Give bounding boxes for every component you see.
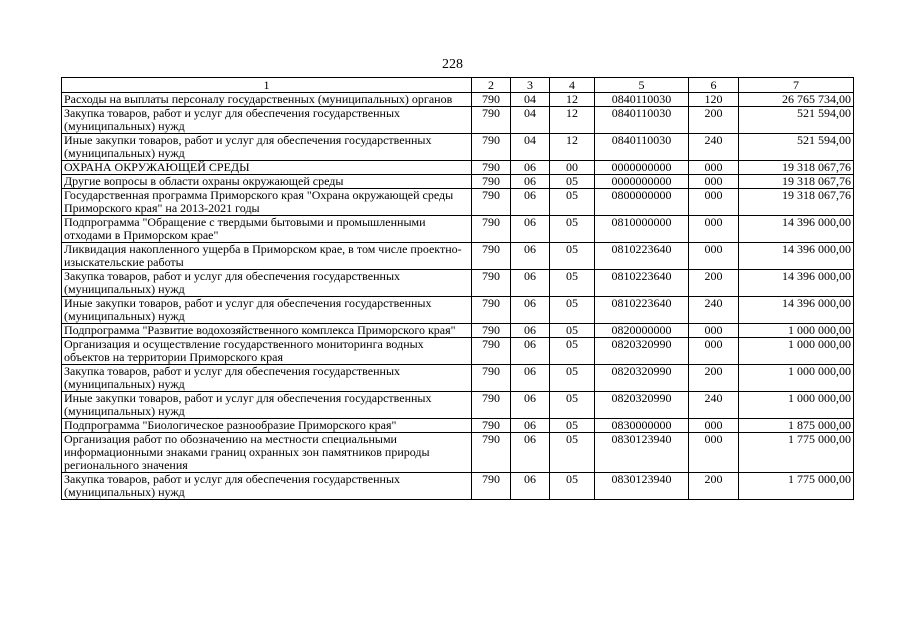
table-header	[62, 78, 854, 93]
subsection-code-cell: 12	[550, 134, 595, 161]
expense-type-cell: 000	[689, 175, 739, 189]
target-article-cell: 0840110030	[595, 107, 689, 134]
row-name-cell: Ликвидация накопленного ущерба в Приморском крае, в том числе проектно-изыскательские работы	[62, 243, 472, 270]
row-name-cell: Подпрограмма "Биологическое разнообразие Приморского края"	[62, 419, 472, 433]
amount-cell: 19 318 067,76	[739, 175, 854, 189]
column-header-ministry: 2	[472, 78, 511, 93]
subsection-code-cell: 12	[550, 107, 595, 134]
subsection-code-cell: 05	[550, 270, 595, 297]
ministry-code-cell: 790	[472, 338, 511, 365]
row-name-cell: Подпрограмма "Обращение с твердыми бытовыми и промышленными отходами в Приморском крае"	[62, 216, 472, 243]
subsection-code-cell: 05	[550, 473, 595, 500]
table-row	[62, 93, 854, 107]
section-code-cell: 06	[511, 419, 550, 433]
row-name-cell: Иные закупки товаров, работ и услуг для обеспечения государственных (муниципальных) нужд	[62, 297, 472, 324]
table-row	[62, 324, 854, 338]
section-code-cell: 06	[511, 270, 550, 297]
section-code-cell: 04	[511, 93, 550, 107]
amount-cell: 14 396 000,00	[739, 270, 854, 297]
target-article-cell: 0840110030	[595, 93, 689, 107]
section-code-cell: 06	[511, 216, 550, 243]
row-name-cell: Другие вопросы в области охраны окружающей среды	[62, 175, 472, 189]
target-article-cell: 0840110030	[595, 134, 689, 161]
ministry-code-cell: 790	[472, 270, 511, 297]
expense-type-cell: 000	[689, 338, 739, 365]
amount-cell: 14 396 000,00	[739, 243, 854, 270]
table-row	[62, 365, 854, 392]
table-row	[62, 433, 854, 473]
expense-type-cell: 200	[689, 365, 739, 392]
row-name-cell: Расходы на выплаты персоналу государственных (муниципальных) органов	[62, 93, 472, 107]
subsection-code-cell: 05	[550, 243, 595, 270]
row-name-cell: Закупка товаров, работ и услуг для обеспечения государственных (муниципальных) нужд	[62, 270, 472, 297]
section-code-cell: 06	[511, 473, 550, 500]
expense-type-cell: 000	[689, 419, 739, 433]
amount-cell: 1 775 000,00	[739, 433, 854, 473]
ministry-code-cell: 790	[472, 473, 511, 500]
amount-cell: 1 000 000,00	[739, 392, 854, 419]
target-article-cell: 0830000000	[595, 419, 689, 433]
subsection-code-cell: 05	[550, 338, 595, 365]
target-article-cell: 0810000000	[595, 216, 689, 243]
section-code-cell: 06	[511, 189, 550, 216]
target-article-cell: 0820320990	[595, 338, 689, 365]
column-header-subsection: 4	[550, 78, 595, 93]
expense-type-cell: 200	[689, 473, 739, 500]
table-row	[62, 134, 854, 161]
subsection-code-cell: 05	[550, 216, 595, 243]
row-name-cell: Закупка товаров, работ и услуг для обеспечения государственных (муниципальных) нужд	[62, 365, 472, 392]
amount-cell: 14 396 000,00	[739, 216, 854, 243]
row-name-cell: Иные закупки товаров, работ и услуг для обеспечения государственных (муниципальных) нужд	[62, 134, 472, 161]
amount-cell: 14 396 000,00	[739, 297, 854, 324]
expense-type-cell: 200	[689, 270, 739, 297]
subsection-code-cell: 05	[550, 297, 595, 324]
row-name-cell: Закупка товаров, работ и услуг для обеспечения государственных (муниципальных) нужд	[62, 473, 472, 500]
target-article-cell: 0810223640	[595, 297, 689, 324]
ministry-code-cell: 790	[472, 175, 511, 189]
table-row	[62, 338, 854, 365]
amount-cell: 26 765 734,00	[739, 93, 854, 107]
row-name-cell: Организация работ по обозначению на местности специальными информационными знаками границ охранных зон памятников природы регионального значения	[62, 433, 472, 473]
target-article-cell: 0000000000	[595, 161, 689, 175]
table-row	[62, 161, 854, 175]
table-row	[62, 419, 854, 433]
target-article-cell: 0820320990	[595, 365, 689, 392]
table-row	[62, 297, 854, 324]
amount-cell: 1 000 000,00	[739, 365, 854, 392]
ministry-code-cell: 790	[472, 93, 511, 107]
table-row	[62, 216, 854, 243]
target-article-cell: 0830123940	[595, 473, 689, 500]
ministry-code-cell: 790	[472, 243, 511, 270]
section-code-cell: 06	[511, 324, 550, 338]
ministry-code-cell: 790	[472, 161, 511, 175]
row-name-cell: Иные закупки товаров, работ и услуг для обеспечения государственных (муниципальных) нужд	[62, 392, 472, 419]
table-row	[62, 107, 854, 134]
expense-type-cell: 240	[689, 392, 739, 419]
table-row	[62, 473, 854, 500]
amount-cell: 1 000 000,00	[739, 324, 854, 338]
section-code-cell: 06	[511, 392, 550, 419]
subsection-code-cell: 12	[550, 93, 595, 107]
expense-type-cell: 000	[689, 324, 739, 338]
amount-cell: 19 318 067,76	[739, 161, 854, 175]
expense-type-cell: 000	[689, 189, 739, 216]
section-code-cell: 06	[511, 338, 550, 365]
target-article-cell: 0810223640	[595, 270, 689, 297]
subsection-code-cell: 05	[550, 433, 595, 473]
target-article-cell: 0820320990	[595, 392, 689, 419]
ministry-code-cell: 790	[472, 189, 511, 216]
expense-type-cell: 000	[689, 433, 739, 473]
target-article-cell: 0820000000	[595, 324, 689, 338]
amount-cell: 1 775 000,00	[739, 473, 854, 500]
page-number: 228	[442, 57, 463, 72]
table-row	[62, 392, 854, 419]
section-code-cell: 04	[511, 134, 550, 161]
subsection-code-cell: 05	[550, 189, 595, 216]
row-name-cell: Подпрограмма "Развитие водохозяйственного комплекса Приморского края"	[62, 324, 472, 338]
header-row	[62, 78, 854, 93]
target-article-cell: 0830123940	[595, 433, 689, 473]
subsection-code-cell: 05	[550, 175, 595, 189]
table-row	[62, 175, 854, 189]
table-row	[62, 270, 854, 297]
expense-type-cell: 200	[689, 107, 739, 134]
target-article-cell: 0000000000	[595, 175, 689, 189]
subsection-code-cell: 05	[550, 419, 595, 433]
section-code-cell: 06	[511, 175, 550, 189]
amount-cell: 1 000 000,00	[739, 338, 854, 365]
subsection-code-cell: 00	[550, 161, 595, 175]
expense-type-cell: 120	[689, 93, 739, 107]
amount-cell: 521 594,00	[739, 134, 854, 161]
ministry-code-cell: 790	[472, 365, 511, 392]
ministry-code-cell: 790	[472, 419, 511, 433]
column-header-amount: 7	[739, 78, 854, 93]
ministry-code-cell: 790	[472, 392, 511, 419]
expense-type-cell: 000	[689, 216, 739, 243]
section-code-cell: 04	[511, 107, 550, 134]
expense-type-cell: 240	[689, 134, 739, 161]
section-code-cell: 06	[511, 433, 550, 473]
row-name-cell: Закупка товаров, работ и услуг для обеспечения государственных (муниципальных) нужд	[62, 107, 472, 134]
column-header-expense-type: 6	[689, 78, 739, 93]
section-code-cell: 06	[511, 161, 550, 175]
table-row	[62, 243, 854, 270]
expense-type-cell: 240	[689, 297, 739, 324]
section-code-cell: 06	[511, 243, 550, 270]
section-code-cell: 06	[511, 297, 550, 324]
target-article-cell: 0800000000	[595, 189, 689, 216]
subsection-code-cell: 05	[550, 365, 595, 392]
ministry-code-cell: 790	[472, 107, 511, 134]
row-name-cell: ОХРАНА ОКРУЖАЮЩЕЙ СРЕДЫ	[62, 161, 472, 175]
table-row	[62, 189, 854, 216]
expense-type-cell: 000	[689, 243, 739, 270]
table-body	[62, 93, 854, 500]
column-header-target-article: 5	[595, 78, 689, 93]
budget-table	[61, 77, 854, 500]
amount-cell: 1 875 000,00	[739, 419, 854, 433]
column-header-section: 3	[511, 78, 550, 93]
subsection-code-cell: 05	[550, 324, 595, 338]
amount-cell: 521 594,00	[739, 107, 854, 134]
ministry-code-cell: 790	[472, 297, 511, 324]
subsection-code-cell: 05	[550, 392, 595, 419]
ministry-code-cell: 790	[472, 433, 511, 473]
ministry-code-cell: 790	[472, 134, 511, 161]
ministry-code-cell: 790	[472, 216, 511, 243]
ministry-code-cell: 790	[472, 324, 511, 338]
target-article-cell: 0810223640	[595, 243, 689, 270]
row-name-cell: Государственная программа Приморского края "Охрана окружающей среды Приморского края" на 2013-2021 годы	[62, 189, 472, 216]
row-name-cell: Организация и осуществление государственного мониторинга водных объектов на территории Приморского края	[62, 338, 472, 365]
expense-type-cell: 000	[689, 161, 739, 175]
amount-cell: 19 318 067,76	[739, 189, 854, 216]
column-header-name: 1	[62, 78, 472, 93]
section-code-cell: 06	[511, 365, 550, 392]
